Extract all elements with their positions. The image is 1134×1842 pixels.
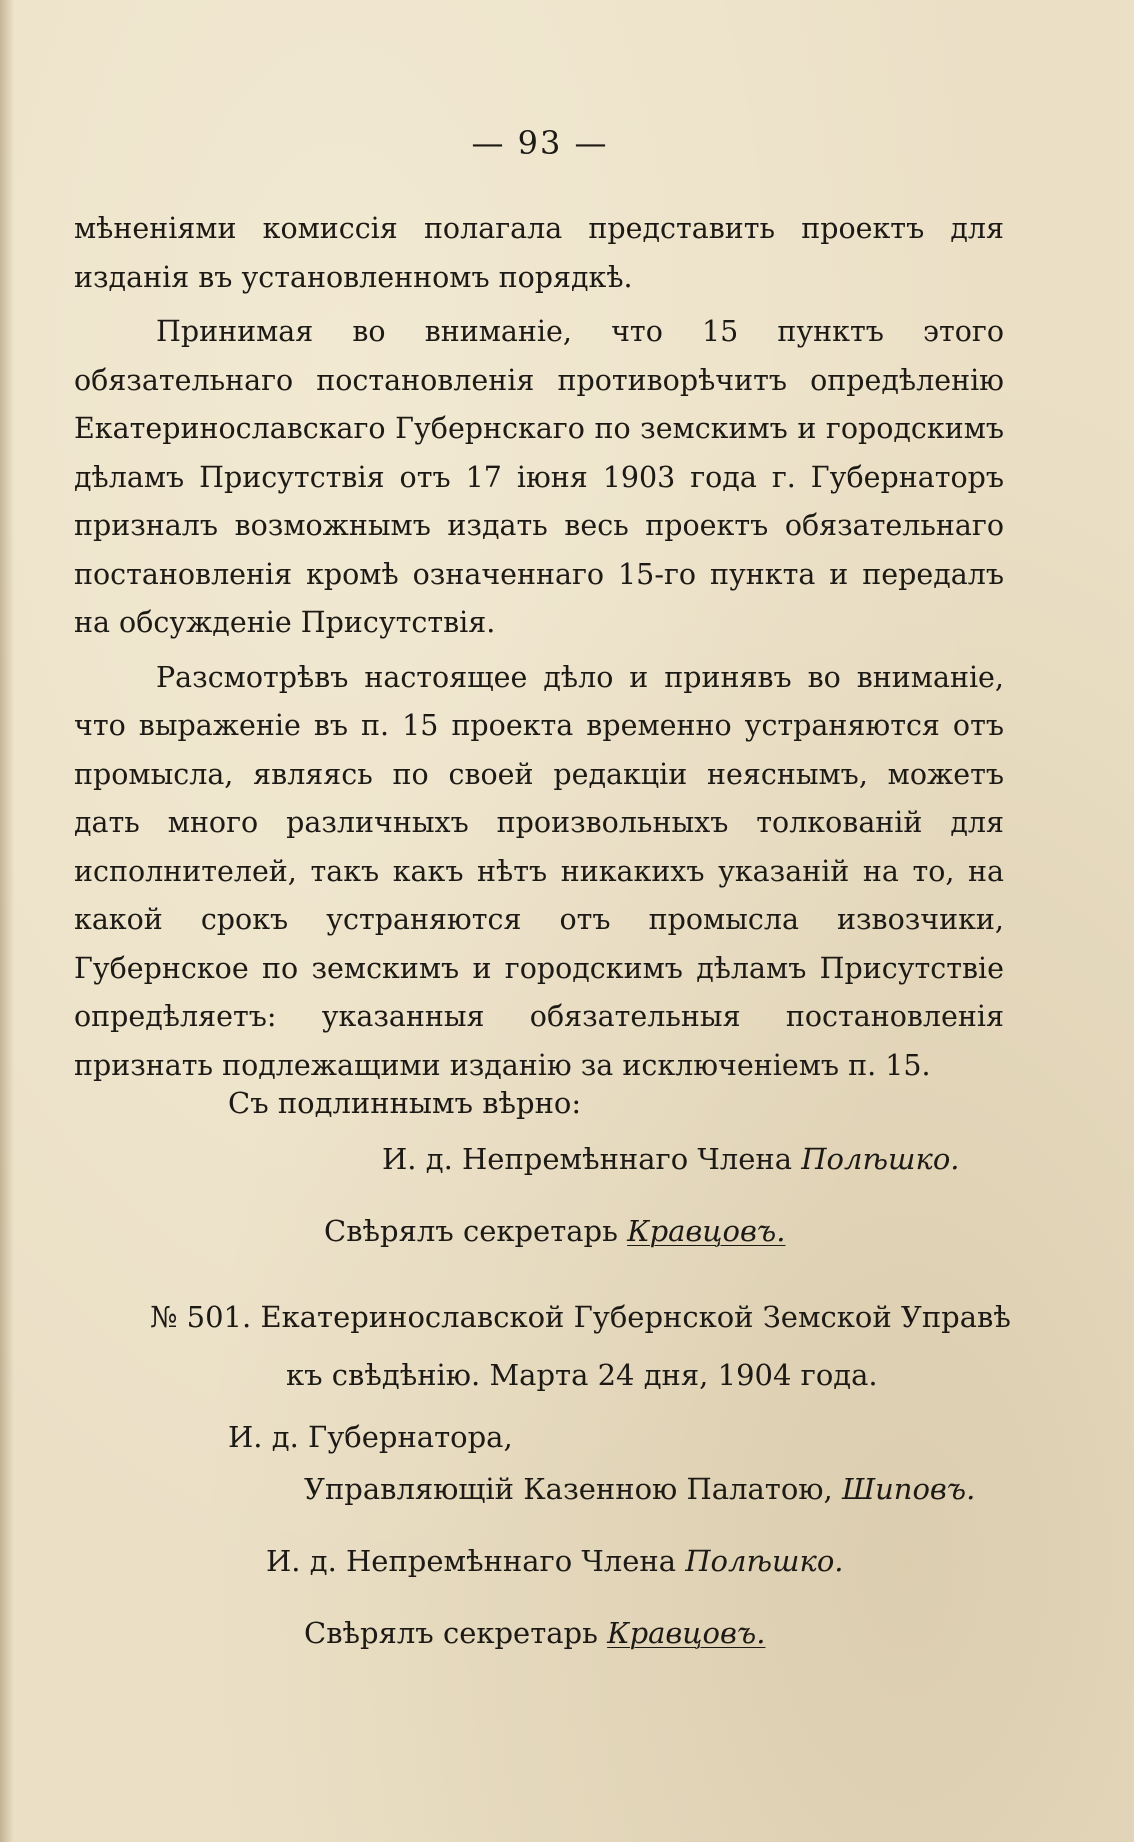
certification-checked xyxy=(324,1214,785,1248)
signature-checked-prefix: Свѣрялъ секретарь xyxy=(304,1616,598,1650)
signature-member-prefix: И. д. Непремѣннаго Члена xyxy=(266,1544,677,1578)
paragraph-3: Разсмотрѣвъ настоящее дѣло и принявъ во вниманіе, что выраженіе въ п. 15 проекта временно устраняются отъ промысла, являясь по своей редакціи неяснымъ, можетъ дать много различныхъ произвольныхъ толкованій для исполнителей, такъ какъ нѣтъ никакихъ указаній на то, на какой срокъ устраняются отъ промысла извозчики, Губернское по земскимъ и городскимъ дѣламъ Присутствіе опредѣляетъ: указанныя обязательныя постановленія признать подлежащими изданію за исключеніемъ п. 15. xyxy=(74,660,1004,1082)
certification-member xyxy=(382,1142,960,1176)
resolution-line2: къ свѣдѣнію. Марта 24 дня, 1904 года. xyxy=(286,1358,878,1392)
signature-member xyxy=(266,1544,844,1578)
certification-verified: Съ подлиннымъ вѣрно: xyxy=(228,1086,582,1120)
signature-governor: И. д. Губернатора, xyxy=(228,1420,513,1454)
signature-checked xyxy=(304,1616,765,1650)
signature-manager xyxy=(304,1472,975,1506)
paragraph-2: Принимая во вниманіе, что 15 пунктъ этого обязательнаго постановленія противорѣчитъ опредѣленію Екатеринославскаго Губернскаго по земскимъ и городскимъ дѣламъ Присутствія отъ 17 іюня 1903 года г. Губернаторъ призналъ возможнымъ издать весь проектъ обязательнаго постановленія кромѣ означеннаго 15-го пункта и передалъ на обсужденіе Присутствія. xyxy=(74,315,1004,639)
page-number: — 93 — xyxy=(471,124,609,162)
page-edge-shadow xyxy=(0,0,14,1842)
resolution-first-line xyxy=(150,1300,1011,1334)
signature-member-name: Полѣшко. xyxy=(685,1544,844,1578)
certification-checked-signature: Кравцовъ. xyxy=(627,1214,786,1248)
signature-checked-name: Кравцовъ. xyxy=(607,1616,766,1650)
signature-manager-name: Шиповъ. xyxy=(842,1472,976,1506)
certification-checked-prefix: Свѣрялъ секретарь xyxy=(324,1214,618,1248)
certification-member-prefix: И. д. Непремѣннаго Члена xyxy=(382,1142,793,1176)
resolution-number: № 501. xyxy=(150,1300,252,1334)
resolution-line1: Екатеринославской Губернской Земской Управѣ xyxy=(260,1300,1011,1334)
signature-manager-prefix: Управляющій Казенною Палатою, xyxy=(304,1472,833,1506)
main-text xyxy=(74,205,1004,1090)
paragraph-1: мѣненіями комиссія полагала представить проектъ для изданія въ установленномъ порядкѣ. xyxy=(74,212,1004,294)
certification-member-signature: Полѣшко. xyxy=(801,1142,960,1176)
